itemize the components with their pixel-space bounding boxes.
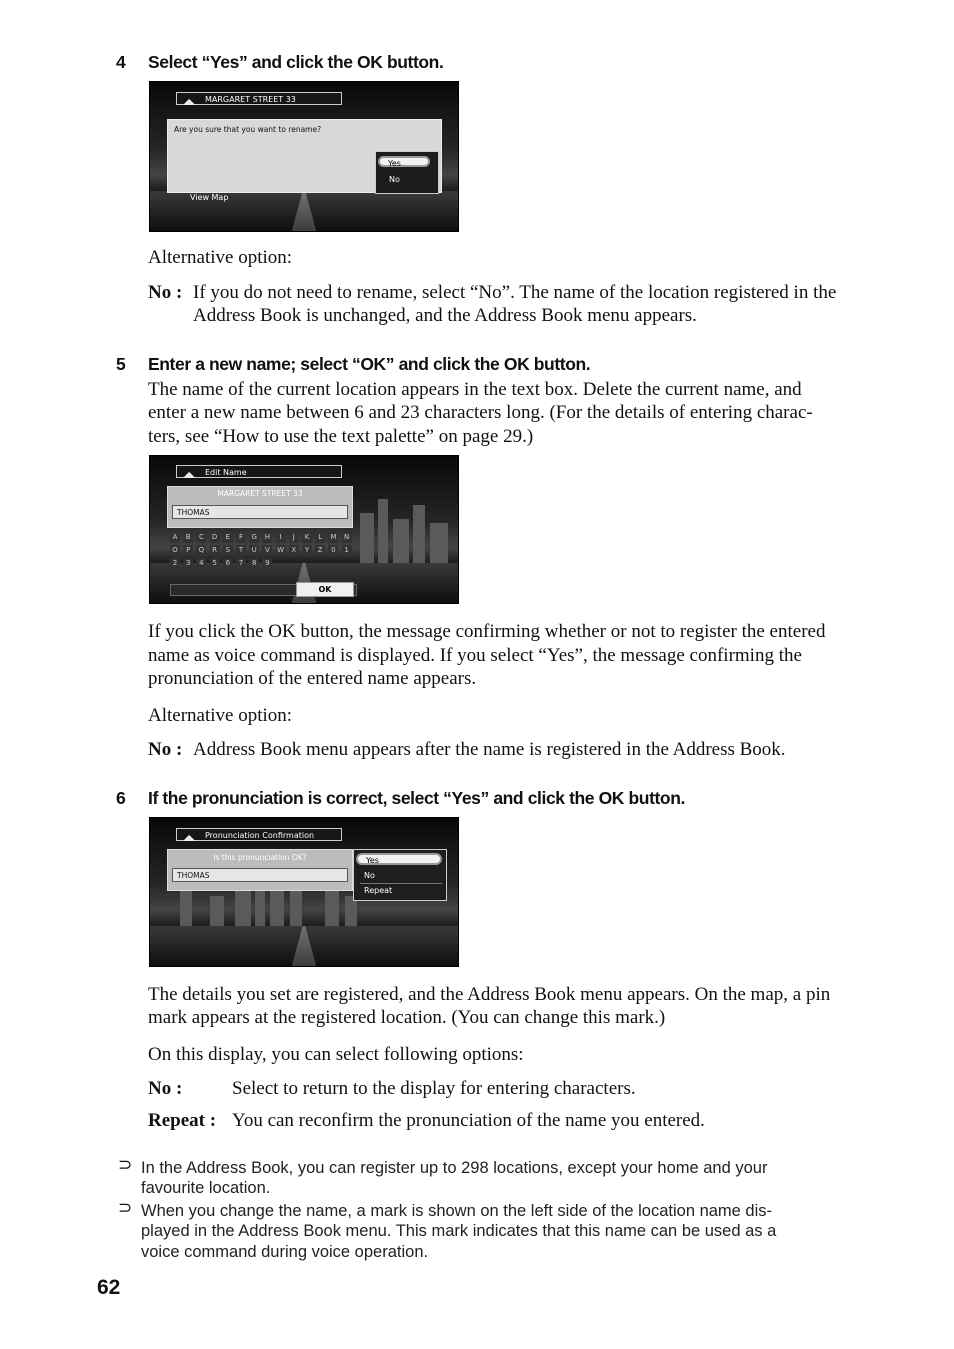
palette-key[interactable]: N xyxy=(342,532,352,543)
no-option[interactable]: No xyxy=(389,175,400,184)
palette-key[interactable]: R xyxy=(210,545,220,556)
step-5-after-line-3: pronunciation of the entered name appears. xyxy=(148,668,477,689)
palette-key[interactable]: B xyxy=(183,532,193,543)
palette-key[interactable]: 8 xyxy=(249,558,259,569)
screen-title-bar xyxy=(176,465,342,478)
note-arrow-icon: ⊃ xyxy=(118,1198,133,1218)
palette-key[interactable]: P xyxy=(183,545,193,556)
option-repeat-term: Repeat : xyxy=(148,1110,217,1131)
palette-key[interactable]: X xyxy=(289,545,299,556)
screen-title-bar xyxy=(176,828,342,841)
alt-no-text: Address Book menu appears after the name is registered in the Address Book. xyxy=(193,739,786,760)
step-6-after-line-2: mark appears at the registered location. (You can change this mark.) xyxy=(148,1007,666,1028)
screen-title: Pronunciation Confirmation xyxy=(205,831,315,840)
step-5-after-line-2: name as voice command is displayed. If you select “Yes”, the message confirming the xyxy=(148,645,802,666)
step-5-text-line-1: The name of the current location appears in the text box. Delete the current name, and xyxy=(148,379,802,400)
alt-no-text-line-1: If you do not need to rename, select “No”. The name of the location registered in the xyxy=(193,282,837,303)
palette-key[interactable]: Z xyxy=(315,545,325,556)
note-1-line-2: favourite location. xyxy=(141,1179,271,1197)
palette-key[interactable]: Q xyxy=(196,545,206,556)
alt-no-text-line-2: Address Book is unchanged, and the Address Book menu appears. xyxy=(193,305,697,326)
option-no-term: No : xyxy=(148,1078,183,1099)
palette-key[interactable]: H xyxy=(262,532,272,543)
note-1-line-1: In the Address Book, you can register up to 298 locations, except your home and your xyxy=(141,1159,768,1177)
dialog-question: Are you sure that you want to rename? xyxy=(174,125,322,134)
text-palette xyxy=(170,532,355,572)
palette-key[interactable]: D xyxy=(210,532,220,543)
name-input[interactable]: THOMAS xyxy=(172,505,348,519)
yes-option[interactable]: Yes xyxy=(356,853,442,865)
palette-key[interactable]: J xyxy=(289,532,299,543)
current-name: MARGARET STREET 33 xyxy=(217,489,303,498)
palette-key[interactable]: 5 xyxy=(210,558,220,569)
palette-key[interactable]: 6 xyxy=(223,558,233,569)
pronunciation-panel xyxy=(167,849,353,891)
address-book-icon: ◢◣ xyxy=(183,470,196,479)
name-input: THOMAS xyxy=(172,868,348,882)
step-5-title: Enter a new name; select “OK” and click the OK button. xyxy=(148,354,591,374)
palette-key[interactable]: L xyxy=(315,532,325,543)
no-option[interactable]: No xyxy=(364,871,375,880)
step-5-text-line-2: enter a new name between 6 and 23 characters long. (For the details of entering charac- xyxy=(148,402,813,423)
palette-key[interactable]: 0 xyxy=(328,545,338,556)
palette-key[interactable]: O xyxy=(170,545,180,556)
palette-key[interactable]: 4 xyxy=(196,558,206,569)
step-5-text-line-3: ters, see “How to use the text palette” on page 29.) xyxy=(148,426,534,447)
step-4-number: 4 xyxy=(116,52,126,72)
palette-key[interactable]: 9 xyxy=(262,558,272,569)
note-2-line-2: played in the Address Book menu. This mark indicates that this name can be used as a xyxy=(141,1222,777,1240)
palette-key[interactable]: 7 xyxy=(236,558,246,569)
option-no-text: Select to return to the display for entering characters. xyxy=(232,1078,636,1099)
palette-key[interactable]: V xyxy=(262,545,272,556)
alt-no-term: No : xyxy=(148,282,183,303)
step-5-number: 5 xyxy=(116,354,126,374)
palette-key[interactable]: F xyxy=(236,532,246,543)
palette-key[interactable]: U xyxy=(249,545,259,556)
screen-title: MARGARET STREET 33 xyxy=(205,95,296,104)
yes-option[interactable]: Yes xyxy=(378,156,430,167)
note-2-line-1: When you change the name, a mark is shown on the left side of the location name dis- xyxy=(141,1202,773,1220)
name-edit-panel xyxy=(167,486,353,528)
step-6-title: If the pronunciation is correct, select “Yes” and click the OK button. xyxy=(148,788,685,808)
palette-key[interactable]: W xyxy=(277,546,285,554)
alternative-option-label: Alternative option: xyxy=(148,705,293,726)
step-5-after-line-1: If you click the OK button, the message confirming whether or not to register the entered xyxy=(148,621,826,642)
palette-key[interactable]: C xyxy=(196,532,206,543)
note-2-line-3: voice command during voice operation. xyxy=(141,1243,429,1261)
pronunciation-question: Is this pronunciation OK? xyxy=(213,853,307,862)
palette-key[interactable]: I xyxy=(276,532,286,543)
palette-key[interactable]: T xyxy=(236,545,246,556)
screen-title: Edit Name xyxy=(205,468,247,477)
screen-title-bar xyxy=(176,92,342,105)
address-book-icon: ◢◣ xyxy=(183,97,196,106)
repeat-option[interactable]: Repeat xyxy=(364,886,393,895)
alternative-option-label: Alternative option: xyxy=(148,247,293,268)
step-6-screenshot xyxy=(149,817,459,967)
palette-key[interactable]: 1 xyxy=(342,545,352,556)
step-6-after-line-1: The details you set are registered, and the Address Book menu appears. On the map, a pin xyxy=(148,984,831,1005)
step-6-number: 6 xyxy=(116,788,126,808)
yes-no-repeat-menu xyxy=(353,849,447,901)
palette-key[interactable]: A xyxy=(170,532,180,543)
note-arrow-icon: ⊃ xyxy=(118,1155,133,1175)
option-repeat-text: You can reconfirm the pronunciation of the name you entered. xyxy=(232,1110,705,1131)
ok-button[interactable]: OK xyxy=(296,582,354,597)
palette-key[interactable]: K xyxy=(302,532,312,543)
step-4-screenshot xyxy=(149,81,459,232)
palette-key[interactable]: 2 xyxy=(170,558,180,569)
step-5-screenshot xyxy=(149,455,459,604)
alt-no-term: No : xyxy=(148,739,183,760)
palette-key[interactable]: S xyxy=(223,545,233,556)
step-4-title: Select “Yes” and click the OK button. xyxy=(148,52,444,72)
palette-key[interactable]: G xyxy=(249,532,259,543)
view-map-button[interactable]: View Map xyxy=(190,193,229,202)
palette-key[interactable]: Y xyxy=(302,545,312,556)
palette-key[interactable]: 3 xyxy=(183,558,193,569)
palette-key[interactable]: M xyxy=(330,533,337,541)
yes-no-menu xyxy=(375,151,439,194)
options-intro: On this display, you can select following options: xyxy=(148,1044,524,1065)
page-number: 62 xyxy=(97,1276,121,1299)
address-book-icon: ◢◣ xyxy=(183,833,196,842)
palette-key[interactable]: E xyxy=(223,532,233,543)
